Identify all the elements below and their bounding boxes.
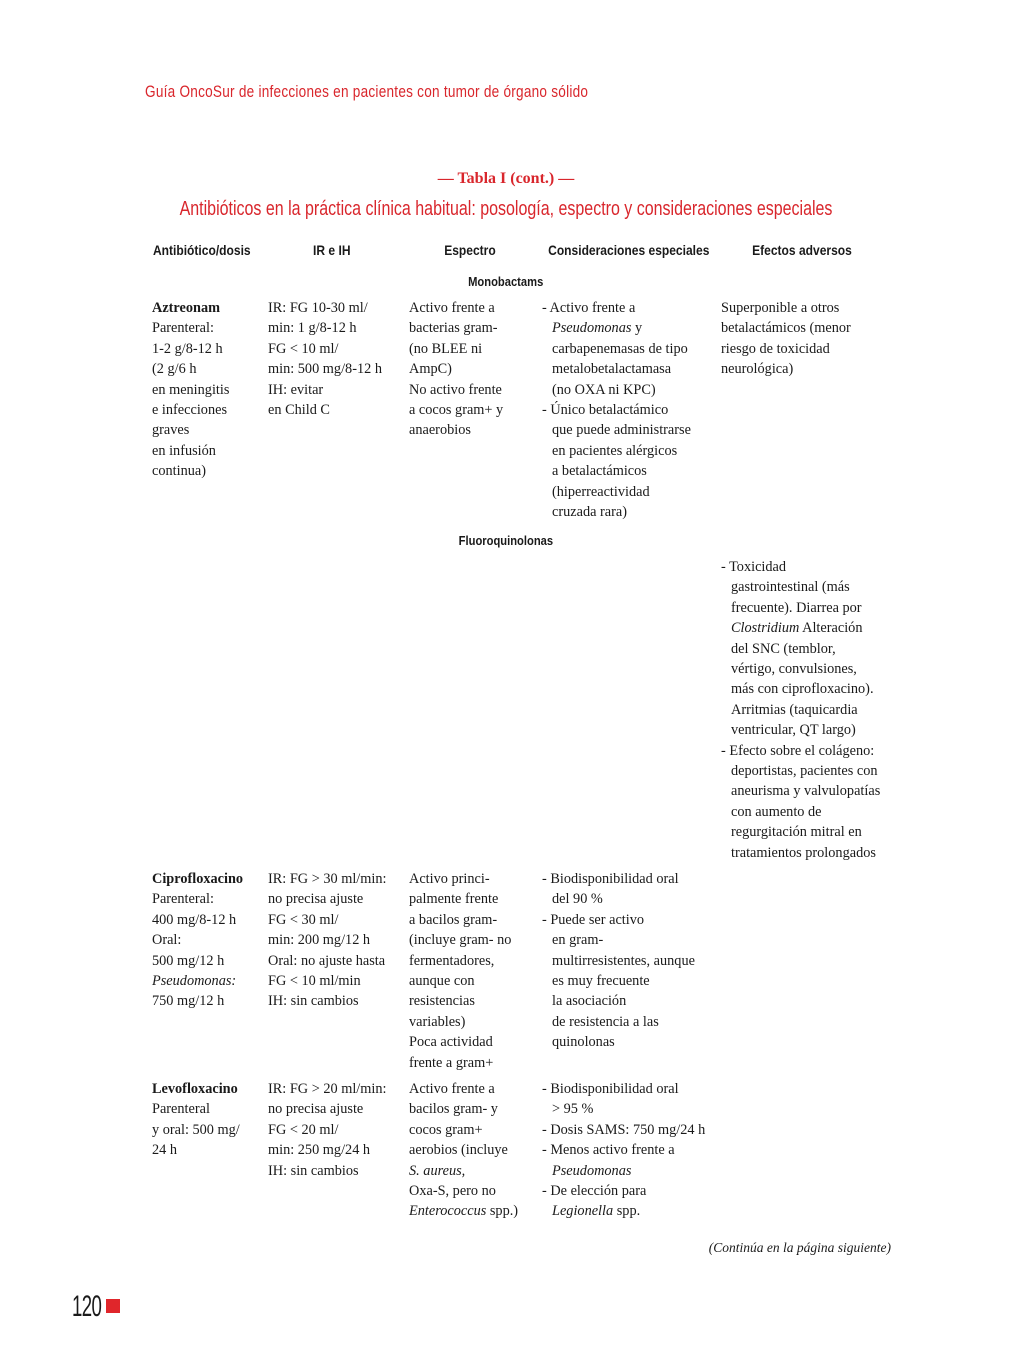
section-monobactams: Monobactams [468,274,544,289]
section-fluoroquinolonas: Fluoroquinolonas [458,533,554,548]
column-header-antibiotico: Antibiótico/dosis [153,242,251,258]
aztreonam-ir-ih: IR: FG 10-30 ml/ min: 1 g/8-12 h FG < 10 ml/ min: 500 mg/8-12 h IH: evitar en Child C [268,300,382,419]
running-header: Guía OncoSur de infecciones en pacientes con tumor de órgano sólido [145,82,589,101]
drug-name-levofloxacino: Levofloxacino [152,1081,238,1097]
aztreonam-consideraciones: - Activo frente a Pseudomonas y carbapenemasas de tipo metalobetalactamasa (no OXA ni KPC) - Único betalactámico que puede administrarse en pacientes alérgicos a betalactámicos (hiperreactividad cruzada rara) [542,300,691,521]
fluoroquinolonas-efectos: - Toxicidad gastrointestinal (más frecuente). Diarrea por Clostridium Alteración del SNC (temblor, vértigo, convulsiones, más con ciprofloxacino). Arritmias (taquicardia ventricular, QT largo) - Efecto sobre el colágeno: deportistas, pacientes con aneurisma y valvulopatías con aumento de regurgitación mitral en tratamientos prolongados [721,559,881,861]
ciprofloxacino-dosis: Ciprofloxacino Parenteral: 400 mg/8-12 h Oral: 500 mg/12 h Pseudomonas: 750 mg/12 h [152,871,244,1010]
levofloxacino-dosis: Levofloxacino Parenteral y oral: 500 mg/ 24 h [152,1081,240,1159]
levofloxacino-espectro: Activo frente a bacilos gram- y cocos gram+ aerobios (incluye S. aureus, Oxa-S, pero no Enterococcus spp.) [409,1081,519,1220]
column-header-consideraciones: Consideraciones especiales [548,242,710,258]
levofloxacino-ir-ih: IR: FG > 20 ml/min: no precisa ajuste FG < 20 ml/ min: 250 mg/24 h IH: sin cambios [268,1081,387,1179]
table-title [0,198,1012,221]
column-header-espectro: Espectro [444,242,496,258]
aztreonam-dosis: Aztreonam Parenteral: 1-2 g/8-12 h (2 g/6 h en meningitis e infecciones graves en infusión continua) [152,300,230,480]
drug-name-ciprofloxacino: Ciprofloxacino [152,871,244,887]
table-title-text: Antibióticos en la práctica clínica habitual: posología, espectro y consideraciones especiales [179,198,833,220]
column-header-efectos: Efectos adversos [752,242,852,258]
aztreonam-efectos: Superponible a otros betalactámicos (menor riesgo de toxicidad neurológica) [721,300,851,378]
page-number: 120 [72,1290,102,1323]
page-marker-square [106,1299,120,1313]
levofloxacino-consideraciones: - Biodisponibilidad oral > 95 % - Dosis SAMS: 750 mg/24 h - Menos activo frente a Pseudomonas - De elección para Legionella spp. [542,1081,706,1220]
column-header-ir-ih: IR e IH [313,242,351,258]
table-number: — Tabla I (cont.) — [437,170,575,187]
aztreonam-espectro: Activo frente a bacterias gram- (no BLEE ni AmpC) No activo frente a cocos gram+ y anaerobios [409,300,504,439]
drug-name-aztreonam: Aztreonam [152,300,221,316]
ciprofloxacino-ir-ih: IR: FG > 30 ml/min: no precisa ajuste FG < 30 ml/ min: 200 mg/12 h Oral: no ajuste hasta FG < 10 ml/min IH: sin cambios [268,871,387,1010]
continuation-note: (Continúa en la página siguiente) [708,1240,891,1255]
ciprofloxacino-espectro: Activo princi- palmente frente a bacilos gram- (incluye gram- no fermentadores, aunque con resistencias variables) Poca actividad frente a gram+ [409,871,512,1071]
ciprofloxacino-consideraciones: - Biodisponibilidad oral del 90 % - Puede ser activo en gram- multirresistentes, aunque es muy frecuente la asociación de resistencia a las quinolonas [542,871,695,1051]
